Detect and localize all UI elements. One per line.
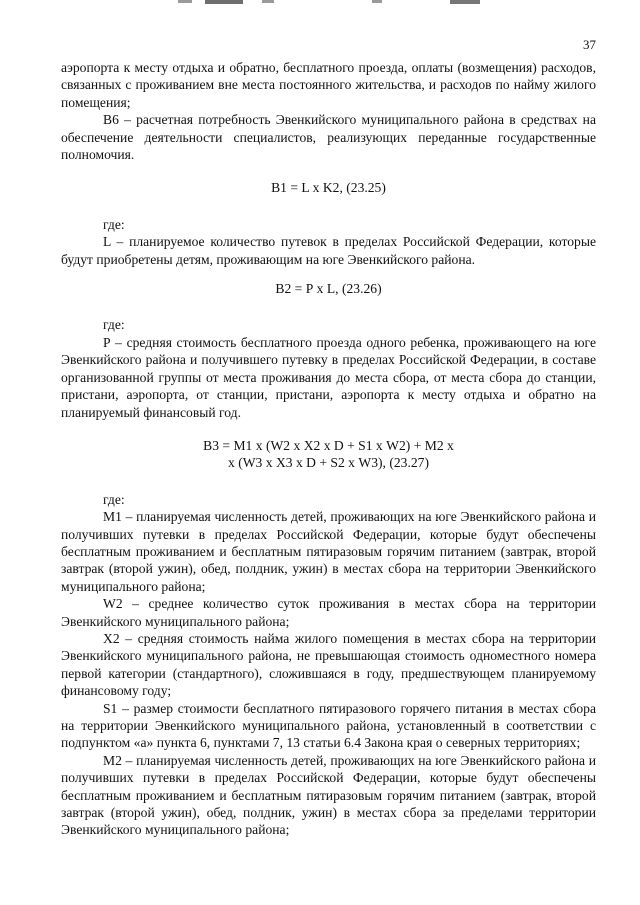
paragraph-m1-definition: М1 – планируемая численность детей, проживающих на юге Эвенкийского района и получивших путевки в пределах Российской Федерации, которые будут обеспечены бесплатным проживанием и бесплатным пятиразовым горячим питанием (завтрак, второй завтрак (второй ужин), обед, полдник, ужин) в местах сбора на территории Эвенкийского муниципального района; [61, 509, 596, 594]
formula-23-26: В2 = Р х L, (23.26) [275, 281, 382, 297]
paragraph-continuation: аэропорта к месту отдыха и обратно, бесплатного проезда, оплаты (возмещения) расходов, связанных с проживанием вне места постоянного жительства, и расходов по найму жилого помещения; [61, 60, 596, 110]
where-label: где: [103, 317, 125, 333]
formula-23-27-line1: В3 = М1 х (W2 х Х2 х D + S1 х W2) + М2 х [203, 437, 454, 453]
paragraph-m2-definition: М2 – планируемая численность детей, проживающих на юге Эвенкийского района и получивших путевки в пределах Российской Федерации, которые будут обеспечены бесплатным проживанием и бесплатным пятиразовым горячим питанием (завтрак, второй завтрак (второй ужин), обед, полдник, ужин) в местах сбора за пределами территории Эвенкийского муниципального района; [61, 752, 596, 838]
scan-artifact-mark [205, 0, 243, 4]
paragraph-l-definition: L – планируемое количество путевок в пределах Российской Федерации, которые будут приобретены детям, проживающим на юге Эвенкийского района. [61, 234, 596, 267]
formula-23-25: В1 = L х K2, (23.25) [271, 180, 386, 196]
paragraph-p-definition: Р – средняя стоимость бесплатного проезда одного ребенка, проживающего на юге Эвенкийского района и получившего путевку в пределах Российской Федерации, в составе организованной группы от места проживания до места сбора, от места сбора до станции, пристани, аэропорта, от станции, пристани, аэропорта к месту отдыха и обратно на планируемый финансовый год. [61, 334, 596, 420]
where-label: где: [103, 491, 125, 507]
scan-artifact-mark [262, 0, 274, 3]
document-body [61, 59, 596, 839]
paragraph-x2-definition: Х2 – средняя стоимость найма жилого помещения в местах сбора на территории Эвенкийского муниципального района, не превышающая стоимость одноместного номера первой категории (стандартного), сложившаяся в году, предшествующем планируемому финансовому году; [61, 630, 596, 699]
page-number: 37 [583, 37, 596, 52]
paragraph-w2-definition: W2 – среднее количество суток проживания в местах сбора на территории Эвенкийского муниципального района; [61, 596, 596, 629]
scan-artifact-mark [450, 0, 480, 4]
scan-artifact-mark [372, 0, 382, 3]
formula-23-27-line2: х (W3 х Х3 х D + S2 х W3), (23.27) [228, 455, 429, 471]
paragraph-b6-definition: В6 – расчетная потребность Эвенкийского муниципального района в средствах на обеспечение деятельности специалистов, реализующих переданные государственные полномочия. [61, 112, 596, 163]
scan-artifact-mark [178, 0, 192, 3]
paragraph-s1-definition: S1 – размер стоимости бесплатного пятиразового горячего питания в местах сбора на территории Эвенкийского муниципального района, установленный в соответствии с подпунктом «а» пункта 6, пунктами 7, 13 статьи 6.4 Закона края о северных территориях; [61, 700, 596, 751]
where-label: где: [103, 216, 125, 232]
